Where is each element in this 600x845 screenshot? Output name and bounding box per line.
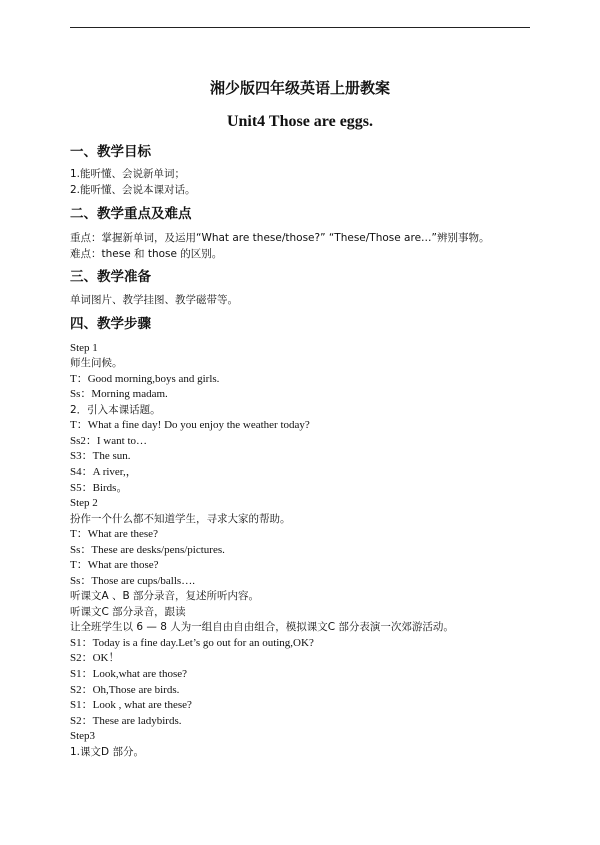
header-rule [70,27,530,28]
step-line: T：What are these? [70,528,158,540]
document-subtitle: Unit4 Those are eggs. [226,113,374,130]
step-line: 听课文C 部分录音，跟读 [70,606,186,618]
objective-line: 2.能听懂、会说本课对话。 [70,184,196,196]
step-line: 听课文A 、B 部分录音，复述所听内容。 [70,590,260,602]
step-line: S2：Oh,Those are birds. [70,684,180,696]
step-line: 师生问候。 [70,357,123,369]
step-line: 2．引入本课话题。 [70,404,161,416]
step-line: Ss2：I want to… [70,435,147,447]
step-line: Ss：Those are cups/balls…. [70,575,195,587]
step-line: T：What a fine day! Do you enjoy the weather today? [70,419,310,431]
step-line: Ss：Morning madam. [70,388,168,400]
objective-line: 1.能听懂、会说新单词； [70,168,186,180]
step-line: Step 2 [70,497,98,509]
step-line: Step3 [70,730,96,742]
step-line: 让全班学生以 6 — 8 人为一组自由自由组合，模拟课文C 部分表演一次郊游活动。 [70,621,454,633]
step-line: Ss：These are desks/pens/pictures. [70,544,225,556]
step-line: T：Good morning,boys and girls. [70,373,220,385]
step-line: S1：Look,what are those? [70,668,187,680]
difficulty-line: 难点：these 和 those 的区别。 [70,248,223,260]
step-line: Step 1 [70,342,98,354]
section-heading-key-points: 二、教学重点及难点 [70,206,192,222]
step-line: 扮作一个什么都不知道学生，寻求大家的帮助。 [70,513,291,525]
step-line: 1.课文D 部分。 [70,746,144,758]
step-line: S1：Today is a fine day.Let’s go out for an outing,OK? [70,637,314,649]
section-heading-objectives: 一、教学目标 [70,144,151,160]
step-line: S2：These are ladybirds. [70,715,182,727]
preparation-line: 单词图片、教学挂图、教学磁带等。 [70,294,238,306]
step-line: S1：Look , what are these? [70,699,192,711]
step-line: T：What are those? [70,559,159,571]
step-line: S3：The sun. [70,450,131,462]
key-point-line: 重点：掌握新单词，及运用“What are these/those?” “These/Those are…”辨别事物。 [70,232,490,244]
step-line: S5：Birds。 [70,482,128,494]
step-line: S2：OK！ [70,652,120,664]
step-line: S4：A river,， [70,466,137,478]
document-title: 湘少版四年级英语上册教案 [209,79,390,97]
section-heading-preparation: 三、教学准备 [70,269,151,285]
section-heading-steps: 四、教学步骤 [70,316,151,332]
